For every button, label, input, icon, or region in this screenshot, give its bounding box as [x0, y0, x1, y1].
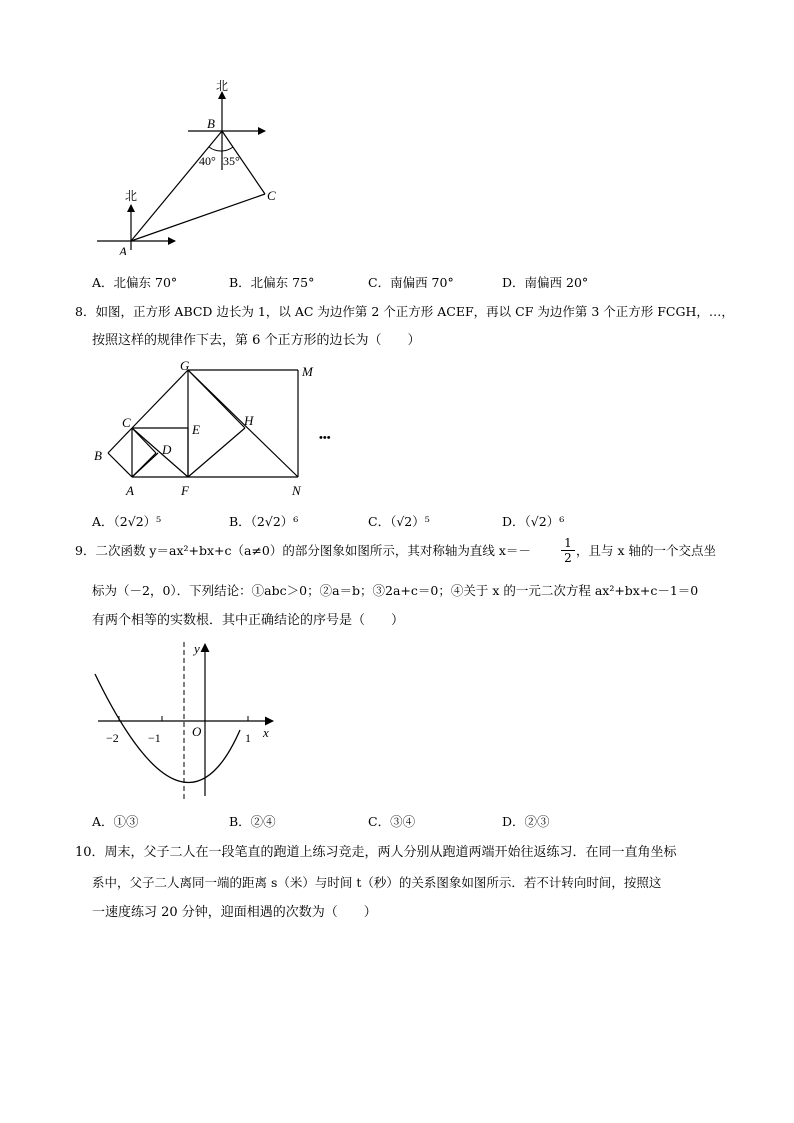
q9-option-d: D．②③: [502, 814, 550, 829]
label-n: N: [292, 483, 301, 498]
parabola-curve: [95, 674, 240, 783]
label-angle-40: 40°: [199, 154, 216, 168]
label-b: B: [207, 116, 215, 131]
q7-option-d: D．南偏西 20°: [502, 275, 589, 290]
q10-line-1: 10．周末，父子二人在一段笔直的跑道上练习竞走，两人分别从跑道两端开始往返练习．在同一直角坐标: [75, 845, 677, 860]
q9-line-1-b: ，且与 x 轴的一个交点坐: [576, 543, 716, 558]
sq1-ab: [108, 453, 132, 477]
q10-line-2: 系中，父子二人离同一端的距离 s（米）与时间 t（秒）的关系图象如图所示．若不计转向时间，按照这: [92, 875, 662, 890]
angle-arc-left: [209, 147, 222, 151]
label-e: E: [192, 422, 200, 437]
sq3-cg: [132, 370, 188, 428]
label-angle-35: 35°: [223, 154, 240, 168]
continuation-dots: •••: [319, 432, 331, 444]
q9-option-b: B．②④: [229, 814, 276, 829]
fraction-denominator: 2: [564, 551, 572, 565]
label-a: A: [119, 244, 127, 255]
diag-gn: [188, 370, 298, 477]
q7-option-c: C．南偏西 70°: [368, 275, 454, 290]
q9-line-2: 标为（－2，0）．下列结论：①abc＞0；②a＝b；③2a+c＝0；④关于 x 的一元二次方程 ax²+bx+c－1＝0: [92, 583, 699, 598]
label-x: x: [263, 725, 269, 740]
q9-parabola-figure: [88, 638, 288, 803]
label-c: C: [122, 415, 131, 430]
q8-option-b: B．（2√2）⁶: [229, 514, 299, 529]
label-g: G: [180, 358, 190, 373]
q9-line-1-a: 9．二次函数 y＝ax²+bx+c（a≠0）的部分图象如图所示，其对称轴为直线 x＝－: [75, 543, 531, 558]
angle-arc-right: [222, 147, 233, 151]
sq1-bc: [108, 428, 132, 453]
q8-option-a: A．（2√2）⁵: [92, 514, 162, 529]
label-b: B: [94, 448, 102, 463]
q7-option-a: A．北偏东 70°: [92, 275, 178, 290]
label-1: 1: [245, 731, 251, 745]
q10-line-3: 一速度练习 20 分钟，迎面相遇的次数为（ ）: [92, 905, 377, 920]
label-d: D: [162, 442, 172, 457]
fraction-numerator: 1: [561, 536, 575, 551]
label-y: y: [194, 641, 200, 656]
label-a: A: [126, 483, 134, 498]
label-o: O: [192, 724, 202, 739]
q7-option-b: B．北偏东 75°: [229, 275, 315, 290]
diag-ae: [132, 453, 158, 477]
label-north-left: 北: [125, 189, 138, 203]
q7-direction-figure: [85, 70, 285, 255]
label-minus-2: −2: [106, 731, 119, 745]
label-c: C: [267, 188, 276, 203]
q9-fraction: [561, 536, 575, 565]
q8-line-2: 按照这样的规律作下去，第 6 个正方形的边长为（ ）: [92, 333, 421, 348]
q8-option-c: C．（√2）⁵: [368, 514, 430, 529]
q9-line-3: 有两个相等的实数根．其中正确结论的序号是（ ）: [92, 613, 405, 628]
label-h: H: [244, 413, 254, 428]
label-f: F: [181, 483, 189, 498]
q9-option-a: A．①③: [92, 814, 139, 829]
q8-option-d: D．（√2）⁶: [502, 514, 565, 529]
label-m: M: [302, 364, 313, 379]
q8-squares-figure: [88, 358, 358, 503]
q8-line-1: 8．如图，正方形 ABCD 边长为 1，以 AC 为边作第 2 个正方形 ACEF，再以 CF 为边作第 3 个正方形 FCGH，…，: [75, 304, 734, 319]
label-minus-1: −1: [148, 731, 161, 745]
q9-option-c: C．③④: [368, 814, 416, 829]
label-north-top: 北: [216, 79, 229, 93]
